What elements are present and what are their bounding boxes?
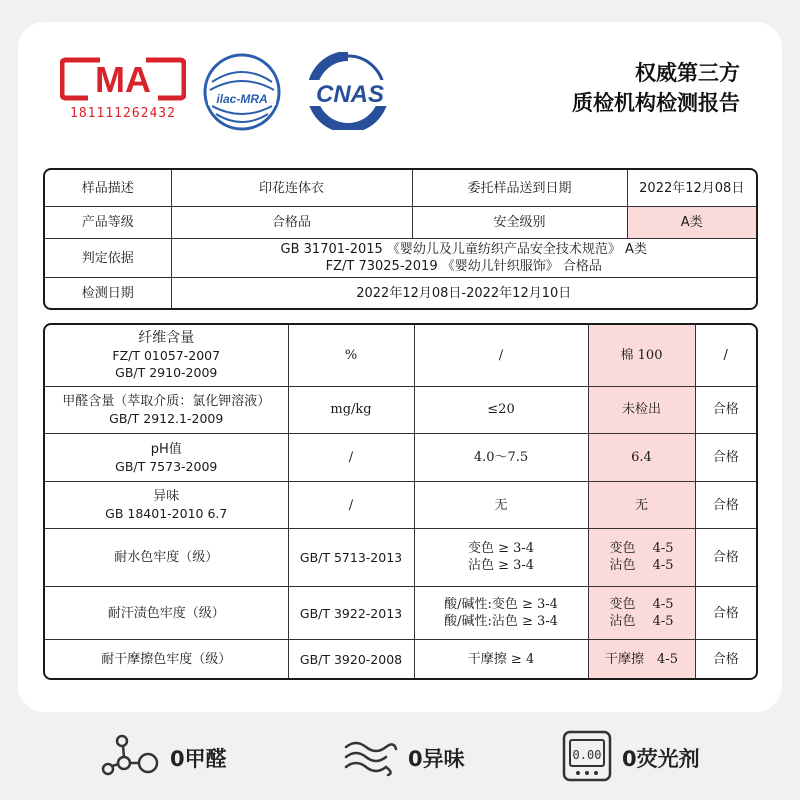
test-item-name: 耐汗渍色牢度（级）: [107, 605, 225, 621]
test-standard: GB/T 2910-2009: [115, 364, 218, 380]
info-value: 2022年12月08日: [627, 170, 756, 207]
test-item: [45, 482, 288, 528]
test-standard: FZ/T 01057-2007: [112, 347, 221, 363]
test-unit: mg/kg: [288, 386, 414, 433]
test-method: GB/T 3922-2013: [288, 586, 414, 639]
table-row: [45, 386, 756, 433]
test-item: [45, 528, 288, 586]
test-requirement: [414, 528, 588, 586]
feature-zero-odor: [342, 730, 465, 786]
test-item: [45, 386, 288, 433]
test-verdict: 合格: [695, 586, 756, 639]
cnas-logo: [296, 52, 400, 130]
result-line: 沾色 4-5: [609, 558, 674, 574]
test-verdict: 合格: [695, 434, 756, 482]
standards-basis: [171, 239, 756, 278]
test-requirement: 干摩擦 ≥ 4: [414, 640, 588, 678]
svg-text:0.00: 0.00: [572, 748, 602, 762]
feature-zero-fluorescent: [560, 730, 700, 786]
table-row: [45, 528, 756, 586]
info-label: 检测日期: [45, 278, 171, 308]
test-item-name: 纤维含量: [138, 329, 195, 346]
safety-level-value: A类: [627, 207, 756, 239]
test-requirement: 4.0～7.5: [414, 434, 588, 482]
info-label: 判定依据: [45, 239, 171, 278]
test-method: GB/T 5713-2013: [288, 528, 414, 586]
test-item: [45, 640, 288, 678]
test-verdict: 合格: [695, 640, 756, 678]
feature-label: 0荧光剂: [622, 747, 700, 771]
cma-number: 181111262432: [70, 106, 176, 121]
result-line: 沾色 4-5: [609, 614, 674, 630]
svg-text:MA: MA: [95, 59, 151, 100]
requirement-line: 变色 ≥ 3-4: [467, 541, 535, 557]
feature-label: 0甲醛: [170, 747, 227, 771]
test-result: 干摩擦 4-5: [588, 640, 695, 678]
info-row: [45, 207, 756, 239]
info-label: 产品等级: [45, 207, 171, 239]
requirement-line: 酸/碱性:变色 ≥ 3-4: [444, 597, 558, 613]
meter-device-icon: [560, 728, 614, 788]
info-row: [45, 239, 756, 278]
info-value: 印花连体衣: [171, 170, 412, 207]
requirement-line: 沾色 ≥ 3-4: [467, 558, 535, 574]
title-line-1: 权威第三方: [635, 61, 740, 85]
test-standard: GB/T 2912.1-2009: [109, 410, 224, 426]
test-item: [45, 325, 288, 386]
info-table: [43, 168, 758, 310]
test-unit: %: [288, 325, 414, 386]
test-result: 未检出: [588, 386, 695, 433]
info-label: 安全级别: [412, 207, 627, 239]
test-item-name: 异味: [153, 489, 180, 504]
title-line-2: 质检机构检测报告: [572, 91, 740, 115]
info-row: [45, 278, 756, 308]
test-requirement: 无: [414, 482, 588, 528]
test-unit: /: [288, 482, 414, 528]
table-row: [45, 640, 756, 678]
test-requirement: /: [414, 325, 588, 386]
molecule-icon: [100, 733, 162, 783]
test-method: GB/T 3920-2008: [288, 640, 414, 678]
ilac-mra-logo: [202, 52, 282, 132]
table-row: [45, 325, 756, 386]
test-result: 棉 100: [588, 325, 695, 386]
test-requirement: ≤20: [414, 386, 588, 433]
info-value: 2022年12月08日-2022年12月10日: [171, 278, 756, 308]
standard-line: GB 31701-2015 《婴幼儿及儿童纺织产品安全技术规范》 A类: [280, 242, 647, 258]
test-requirement: [414, 586, 588, 639]
test-item-name: 耐水色牢度（级）: [114, 549, 219, 565]
info-label: 样品描述: [45, 170, 171, 207]
test-result: [588, 586, 695, 639]
test-verdict: /: [695, 325, 756, 386]
table-row: [45, 434, 756, 482]
test-standard: GB/T 7573-2009: [115, 458, 218, 474]
info-label: 委托样品送到日期: [412, 170, 627, 207]
cma-logo: [60, 52, 186, 124]
odor-wave-icon: [342, 733, 400, 783]
result-line: 变色 4-5: [609, 597, 674, 613]
svg-text:ilac-MRA: ilac-MRA: [216, 92, 268, 106]
svg-text:CNAS: CNAS: [315, 81, 385, 108]
test-item-name: pH值: [150, 441, 182, 457]
test-item: [45, 586, 288, 639]
table-row: [45, 586, 756, 639]
table-row: [45, 482, 756, 528]
test-item-name: 耐干摩擦色牢度（级）: [101, 651, 232, 667]
result-line: 变色 4-5: [609, 541, 674, 557]
test-result: 无: [588, 482, 695, 528]
test-unit: /: [288, 434, 414, 482]
test-verdict: 合格: [695, 386, 756, 433]
feature-label: 0异味: [408, 747, 465, 771]
feature-zero-formaldehyde: [100, 730, 227, 786]
standard-line: FZ/T 73025-2019 《婴幼儿针织服饰》 合格品: [325, 259, 602, 275]
results-table: [43, 323, 758, 680]
report-title: [572, 58, 740, 118]
info-value: 合格品: [171, 207, 412, 239]
test-item: [45, 434, 288, 482]
info-row: [45, 170, 756, 207]
test-standard: GB 18401-2010 6.7: [105, 506, 228, 521]
test-verdict: 合格: [695, 528, 756, 586]
test-item-name: 甲醛含量（萃取介质：氯化钾溶液）: [62, 393, 271, 409]
test-verdict: 合格: [695, 482, 756, 528]
test-result: 6.4: [588, 434, 695, 482]
requirement-line: 酸/碱性:沾色 ≥ 3-4: [444, 614, 558, 630]
test-result: [588, 528, 695, 586]
